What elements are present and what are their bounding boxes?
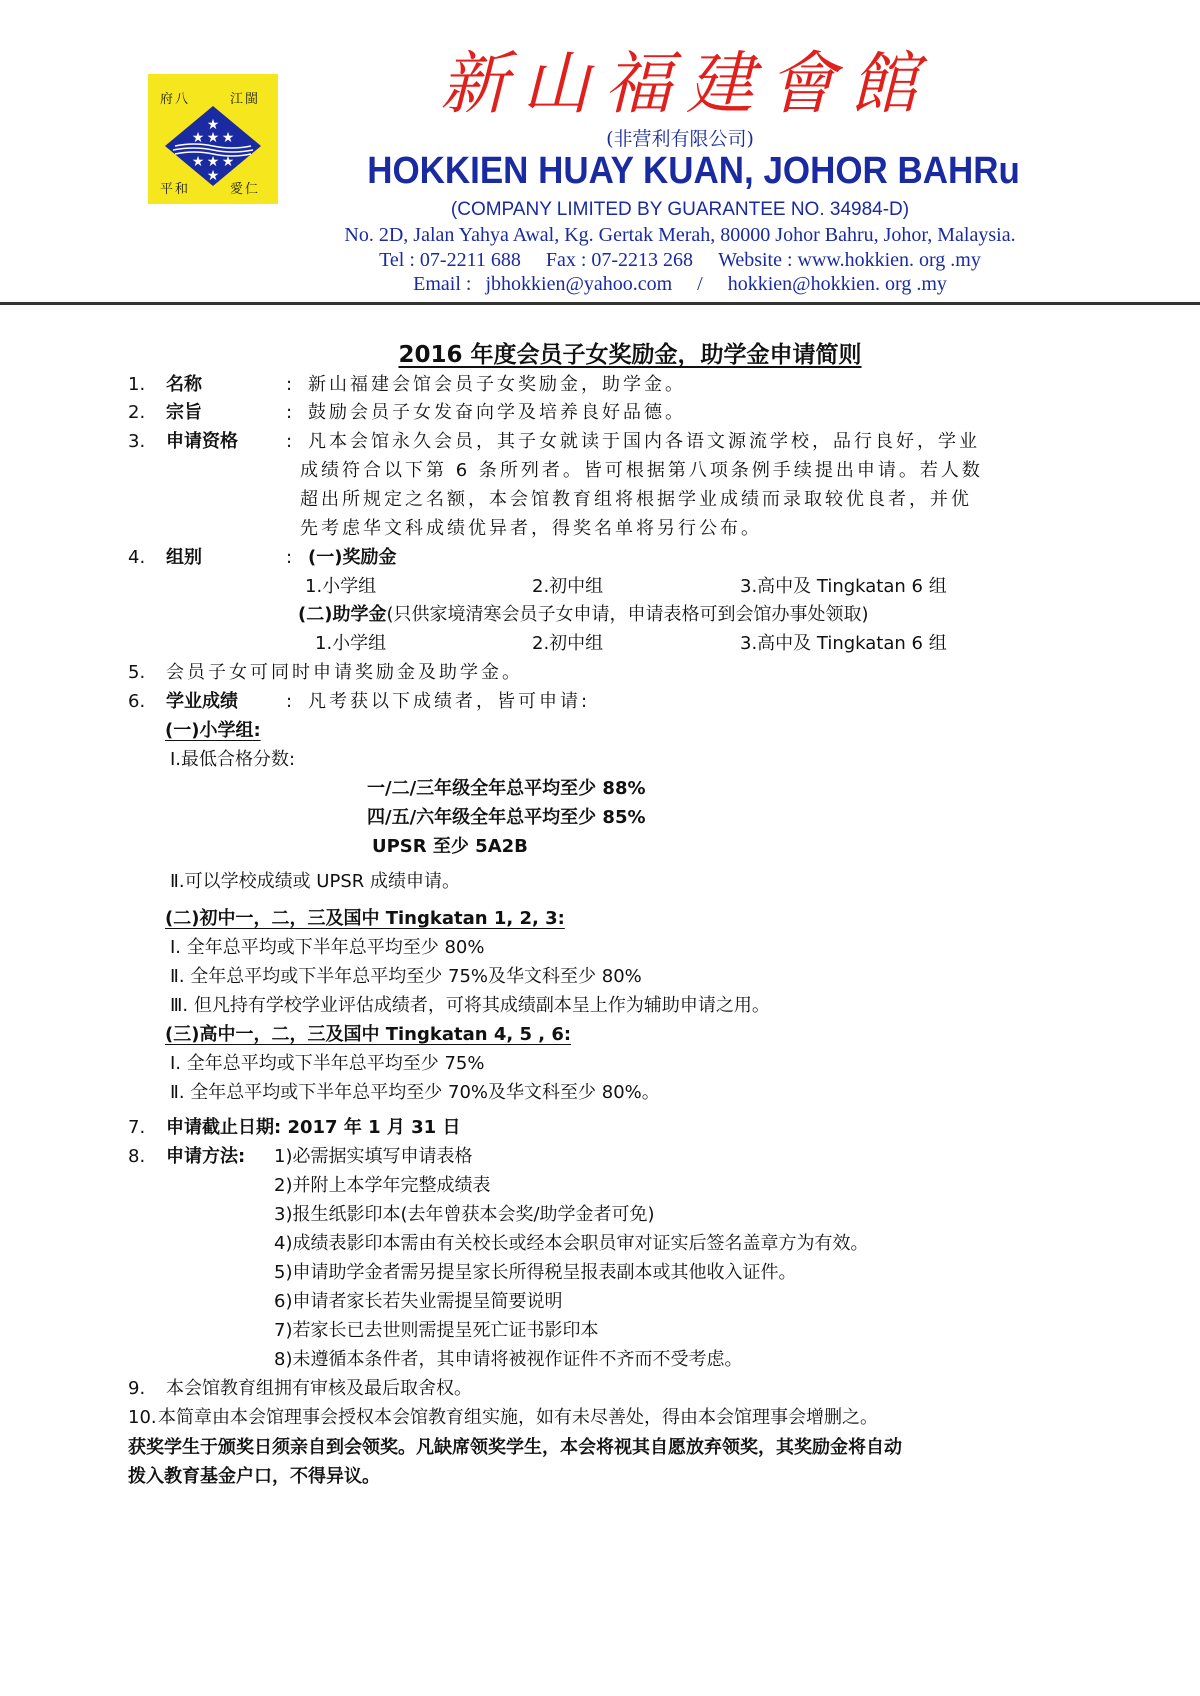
svg-text:★: ★ <box>206 154 220 170</box>
item-number: 10. <box>128 1407 157 1428</box>
bursary-note: (只供家境清寒会员子女申请，申请表格可到会馆办事处领取) <box>386 604 869 625</box>
item-label: 名称 <box>166 374 202 395</box>
upper-secondary-requirement: Ⅱ. 全年总平均或下半年总平均至少 70%及华文科至少 80%。 <box>170 1082 660 1103</box>
application-step: 4)成绩表影印本需由有关校长或经本会职员审对证实后签名盖章方为有效。 <box>274 1233 869 1254</box>
item-number: 1. <box>128 374 146 395</box>
item-colon: : <box>286 402 293 423</box>
rule-item-7 <box>128 1116 460 1140</box>
bursary-category-title: (二)助学金 <box>298 604 387 625</box>
email-line <box>290 273 1070 296</box>
email-link[interactable]: hokkien@hokkien. org .my <box>727 273 947 295</box>
item-colon: : <box>286 431 293 452</box>
item-text: 成绩符合以下第 6 条所列者。皆可根据第八项条例手续提出申请。若人数 <box>300 460 983 481</box>
item-text: 超出所规定之名额，本会馆教育组将根据学业成绩而录取较优良者，并优 <box>300 489 972 510</box>
item-text: 会员子女可同时申请奖励金及助学金。 <box>166 662 523 683</box>
award-group: 1.小学组 <box>305 576 377 597</box>
application-step: 7)若家长已去世则需提呈死亡证书影印本 <box>274 1320 599 1341</box>
award-category-title: (一)奖励金 <box>308 547 397 568</box>
svg-text:★: ★ <box>221 154 235 170</box>
primary-section-title: (一)小学组: <box>165 720 261 741</box>
email-label: Email : <box>413 273 472 295</box>
org-address: No. 2D, Jalan Yahya Awal, Kg. Gertak Merah, 80000 Johor Bahru, Johor, Malaysia. <box>344 224 1016 246</box>
upper-secondary-section-title: (三)高中一，二，三及国中 Tingkatan 4, 5 , 6: <box>165 1024 572 1045</box>
item-number: 2. <box>128 402 146 423</box>
telephone: Tel : 07-2211 688 <box>379 249 521 271</box>
bursary-group: 1.小学组 <box>315 633 387 654</box>
application-deadline: 申请截止日期: 2017 年 1 月 31 日 <box>166 1117 461 1138</box>
item-number: 4. <box>128 547 146 568</box>
rule-item-8 <box>128 1145 472 1169</box>
item-label: 申请方法: <box>166 1146 246 1167</box>
lower-secondary-section-title: (二)初中一，二，三及国中 Tingkatan 1, 2, 3: <box>165 908 565 929</box>
item-number: 9. <box>128 1378 146 1399</box>
rule-item-2 <box>128 401 686 425</box>
rule-item-10 <box>128 1406 878 1430</box>
email-link[interactable]: jbhokkien@yahoo.com <box>485 273 673 295</box>
primary-score-requirement: UPSR 至少 5A2B <box>372 836 528 857</box>
primary-min-score-label: Ⅰ.最低合格分数: <box>170 749 296 770</box>
item-number: 8. <box>128 1146 146 1167</box>
rule-item-1 <box>128 373 686 397</box>
application-step: 6)申请者家长若失业需提呈简要说明 <box>274 1291 563 1312</box>
item-colon: : <box>286 374 293 395</box>
item-text: 鼓励会员子女发奋向学及培养良好品德。 <box>308 402 686 423</box>
item-text: 本简章由本会馆理事会授权本会馆教育组实施，如有未尽善处，得由本会馆理事会增删之。 <box>158 1407 878 1428</box>
award-collection-notice: 获奖学生于颁奖日须亲自到会领奖。凡缺席领奖学生，本会将视其自愿放弃领奖，其奖励金将自动 <box>128 1437 902 1458</box>
item-label: 组别 <box>166 547 202 568</box>
logo-corner-text: 江閩 <box>230 92 261 107</box>
logo-corner-text: 愛仁 <box>230 182 261 197</box>
item-text: 凡考获以下成绩者，皆可申请: <box>308 691 591 712</box>
org-subtitle-chinese: (非营利有限公司) <box>606 128 754 150</box>
contact-line <box>290 249 1070 272</box>
rule-item-9 <box>128 1377 472 1401</box>
svg-text:★: ★ <box>206 130 220 146</box>
item-text: 新山福建会馆会员子女奖励金，助学金。 <box>308 374 686 395</box>
item-colon: : <box>286 547 293 568</box>
svg-text:★: ★ <box>191 154 205 170</box>
item-colon: : <box>286 691 293 712</box>
application-step: 8)未遵循本条件者，其申请将被视作证件不齐而不受考虑。 <box>274 1349 743 1370</box>
application-step: 5)申请助学金者需另提呈家长所得税呈报表副本或其他收入证件。 <box>274 1262 797 1283</box>
item-number: 3. <box>128 431 146 452</box>
logo-corner-text: 府八 <box>160 92 191 107</box>
email-separator: / <box>697 273 703 295</box>
award-group: 3.高中及 Tingkatan 6 组 <box>740 576 947 597</box>
primary-score-requirement: 一/二/三年级全年总平均至少 88% <box>367 778 646 799</box>
svg-text:★: ★ <box>221 130 235 146</box>
lower-secondary-requirement: Ⅱ. 全年总平均或下半年总平均至少 75%及华文科至少 80% <box>170 966 642 987</box>
logo-corner-text: 平和 <box>160 182 191 197</box>
org-name-chinese: 新山福建會館 <box>440 45 933 124</box>
award-collection-notice: 拨入教育基金户口，不得异议。 <box>128 1466 380 1487</box>
bursary-category <box>298 603 869 627</box>
item-text: 凡本会馆永久会员，其子女就读于国内各语文源流学校，品行良好，学业 <box>308 431 980 452</box>
item-number: 7. <box>128 1117 146 1138</box>
item-label: 申请资格 <box>166 431 238 452</box>
document-title: 2016 年度会员子女奖励金，助学金申请简则 <box>398 342 862 368</box>
website-link[interactable]: Website : www.hokkien. org .my <box>718 249 981 271</box>
rule-item-4 <box>128 546 396 570</box>
rule-item-3 <box>128 430 980 454</box>
application-step: 1)必需据实填写申请表格 <box>274 1146 473 1167</box>
item-text: 先考虑华文科成绩优异者，得奖名单将另行公布。 <box>300 518 762 539</box>
header-divider <box>0 302 1200 305</box>
bursary-group: 2.初中组 <box>532 633 604 654</box>
lower-secondary-requirement: Ⅲ. 但凡持有学校学业评估成绩者，可将其成绩副本呈上作为辅助申请之用。 <box>170 995 770 1016</box>
org-name-english: HOKKIEN HUAY KUAN, JOHOR BAHRu <box>367 150 1020 192</box>
svg-text:★: ★ <box>191 130 205 146</box>
item-number: 5. <box>128 662 146 683</box>
fax: Fax : 07-2213 268 <box>545 249 694 271</box>
upper-secondary-requirement: Ⅰ. 全年总平均或下半年总平均至少 75% <box>170 1053 485 1074</box>
item-number: 6. <box>128 691 146 712</box>
lower-secondary-requirement: Ⅰ. 全年总平均或下半年总平均至少 80% <box>170 937 485 958</box>
application-step: 3)报生纸影印本(去年曾获本会奖/助学金者可免) <box>274 1204 655 1225</box>
rule-item-5 <box>128 661 523 685</box>
svg-text:★: ★ <box>206 168 220 184</box>
svg-text:★: ★ <box>206 117 220 133</box>
rule-item-6 <box>128 690 590 714</box>
item-text: 本会馆教育组拥有审核及最后取舍权。 <box>166 1378 472 1399</box>
item-label: 宗旨 <box>166 402 202 423</box>
award-group: 2.初中组 <box>532 576 604 597</box>
organization-logo <box>148 74 278 204</box>
primary-note: Ⅱ.可以学校成绩或 UPSR 成绩申请。 <box>170 871 460 892</box>
company-guarantee: (COMPANY LIMITED BY GUARANTEE NO. 34984-D) <box>450 199 910 220</box>
item-label: 学业成绩 <box>166 691 238 712</box>
bursary-group: 3.高中及 Tingkatan 6 组 <box>740 633 947 654</box>
application-step: 2)并附上本学年完整成绩表 <box>274 1175 491 1196</box>
primary-score-requirement: 四/五/六年级全年总平均至少 85% <box>367 807 646 828</box>
